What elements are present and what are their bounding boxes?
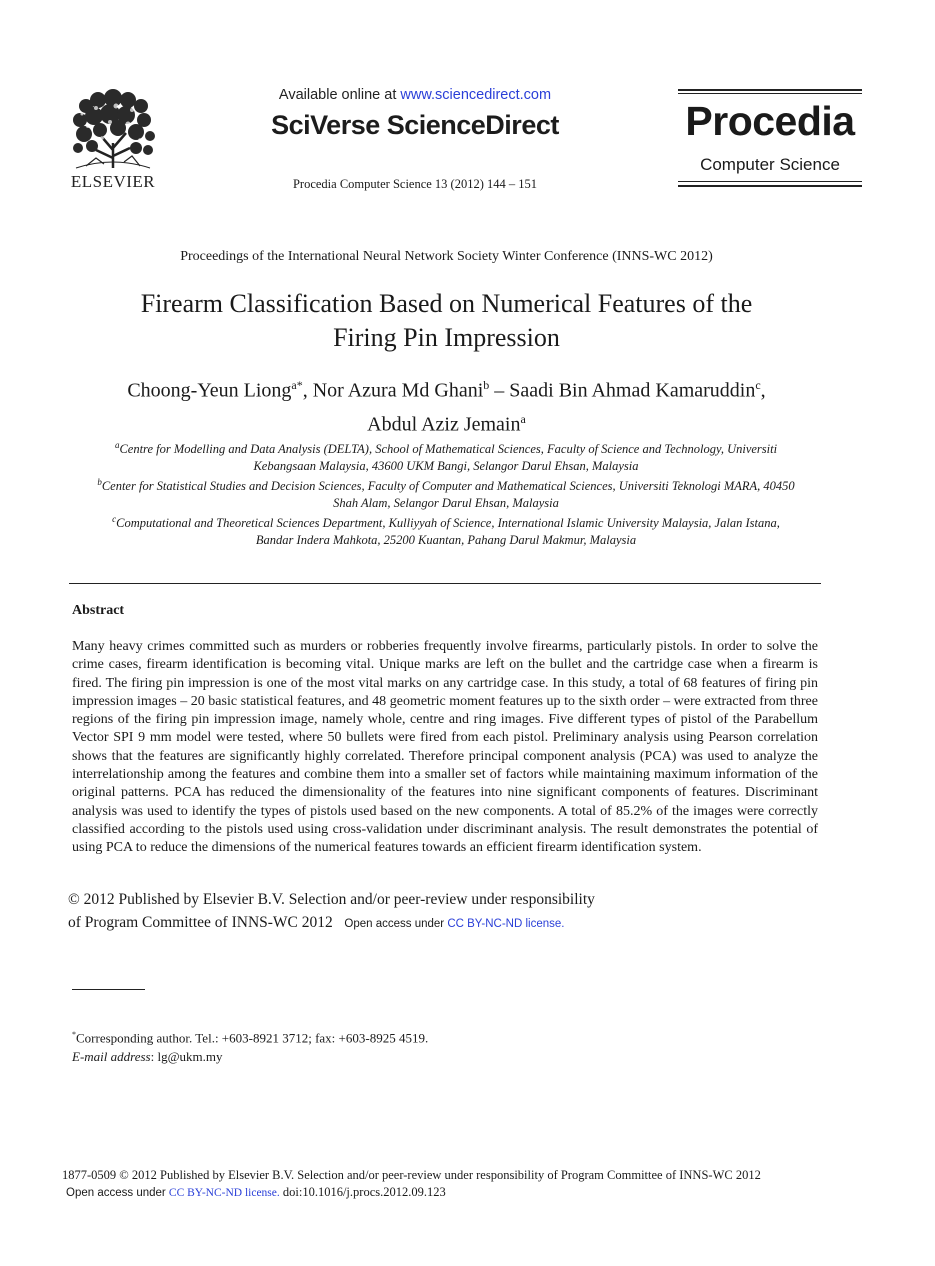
corresponding-author-note: *Corresponding author. Tel.: +603-8921 3712; fax: +603-8925 4519.	[72, 1030, 429, 1046]
author-name: Choong-Yeun Liong	[127, 379, 292, 402]
email-note: E-mail address: lg@ukm.my	[72, 1049, 223, 1064]
license-link[interactable]: CC BY-NC-ND license.	[447, 918, 565, 930]
footer-license-link[interactable]: CC BY-NC-ND license.	[168, 1187, 280, 1199]
title-line-1: Firearm Classification Based on Numerical Features of the	[140, 289, 753, 318]
journal-reference: Procedia Computer Science 13 (2012) 144 – 151	[292, 177, 538, 191]
footer-issn-line: 1877-0509 © 2012 Published by Elsevier B.V. Selection and/or peer-review under responsibility of Program Committee of INNS-WC 2012	[62, 1168, 761, 1182]
copyright-line-2: of Program Committee of INNS-WC 2012 Open access under CC BY-NC-ND license.	[68, 914, 565, 931]
doi: doi:10.1016/j.procs.2012.09.123	[279, 1185, 446, 1199]
open-access-note: Open access under CC BY-NC-ND license.	[344, 918, 565, 930]
author-name: Abdul Aziz Jemain	[367, 413, 521, 436]
title-line-2: Firing Pin Impression	[333, 323, 560, 352]
proceedings-line: Proceedings of the International Neural Network Society Winter Conference (INNS-WC 2012)	[180, 249, 713, 264]
paper-title	[0, 287, 893, 355]
affiliation-c: $^c$Computational and Theoretical Sciences Department, Kulliyyah of Science, International Islamic University Malaysia, Jalan Istana, Bandar Indera Mahkota, 25200 Kuantan, Pahang Darul Makmur, Malaysia	[112, 514, 780, 547]
affiliations	[66, 437, 826, 548]
abstract-body: Many heavy crimes committed such as murders or robberies frequently involve firearms, particularly pistols. In order to solve the crime cases, firearm identification is becoming vital. Unique marks are left on the bullet and the cartridge case when a firearm is fired. The firing pin impression is one of the most vital marks on any cartridge case. In this study, a total of 68 features of firing pin impression images – 20 basic statistical features, and 48 geometric moment features up to the sixth order – were extracted from three regions of the firing pin impression image, namely whole, centre and ring images. Five different types of pistol of the Parabellum Vector SPI 9 mm model were tested, where 50 bullets were fired from each pistol. Preliminary analysis using Pearson correlation shows that the features are significantly highly correlated. Therefore principal component analysis (PCA) was used to analyze the interrelationship among the features and combine them into a smaller set of factors while maintaining maximum information of the original patterns. PCA has reduced the dimensionality of the features into nine significant components of features. Discriminant analysis was used to identify the types of pistols used based on the new components. A total of 85.2% of the images were correctly classified according to the pistols used using cross-validation under discriminant analysis. The result demonstrates the potential of using PCA to reduce the dimensions of the numerical features towards an efficient firearm identification system.	[72, 639, 818, 856]
author-mark: a	[520, 411, 526, 426]
elsevier-wordmark: ELSEVIER	[70, 172, 156, 191]
available-online-text: Available online at www.sciencedirect.com	[278, 87, 552, 103]
footnote-divider	[72, 989, 145, 990]
author-name: Saadi Bin Ahmad Kamaruddin	[509, 379, 756, 402]
copyright-line-1: © 2012 Published by Elsevier B.V. Selection and/or peer-review under responsibility	[68, 891, 595, 908]
footer-license-line: Open access under CC BY-NC-ND license. doi:10.1016/j.procs.2012.09.123	[66, 1185, 446, 1199]
sciverse-sciencedirect-logo: SciVerse ScienceDirect	[271, 110, 559, 140]
procedia-logo	[678, 89, 862, 189]
author-name: Nor Azura Md Ghani	[312, 379, 484, 402]
section-divider	[69, 583, 821, 584]
author-mark: b	[483, 378, 490, 392]
affiliation-a: $^a$Centre for Modelling and Data Analysis (DELTA), School of Mathematical Sciences, Faculty of Science and Technology, Universiti Kebangsaan Malaysia, 43600 UKM Bangi, Selangor Darul Ehsan, Malaysia	[114, 440, 778, 473]
sciencedirect-link[interactable]: www.sciencedirect.com	[400, 87, 552, 103]
procedia-subtitle: Computer Science	[700, 155, 840, 174]
procedia-title: Procedia	[685, 98, 855, 144]
abstract-heading: Abstract	[72, 603, 125, 618]
author-list: Choong-Yeun Liong$^{a*}$, Nor Azura Md Ghani$^b$ – Saadi Bin Ahmad Kamaruddin$^c$, Abdul Aziz Jemain$^a$	[127, 378, 766, 436]
affiliation-b: $^b$Center for Statistical Studies and Decision Sciences, Faculty of Computer and Mathematical Sciences, Universiti Teknologi MARA, 40450 Shah Alam, Selangor Darul Ehsan, Malaysia	[97, 477, 795, 510]
author-mark: c	[755, 378, 761, 392]
author-mark: a*	[291, 378, 303, 392]
